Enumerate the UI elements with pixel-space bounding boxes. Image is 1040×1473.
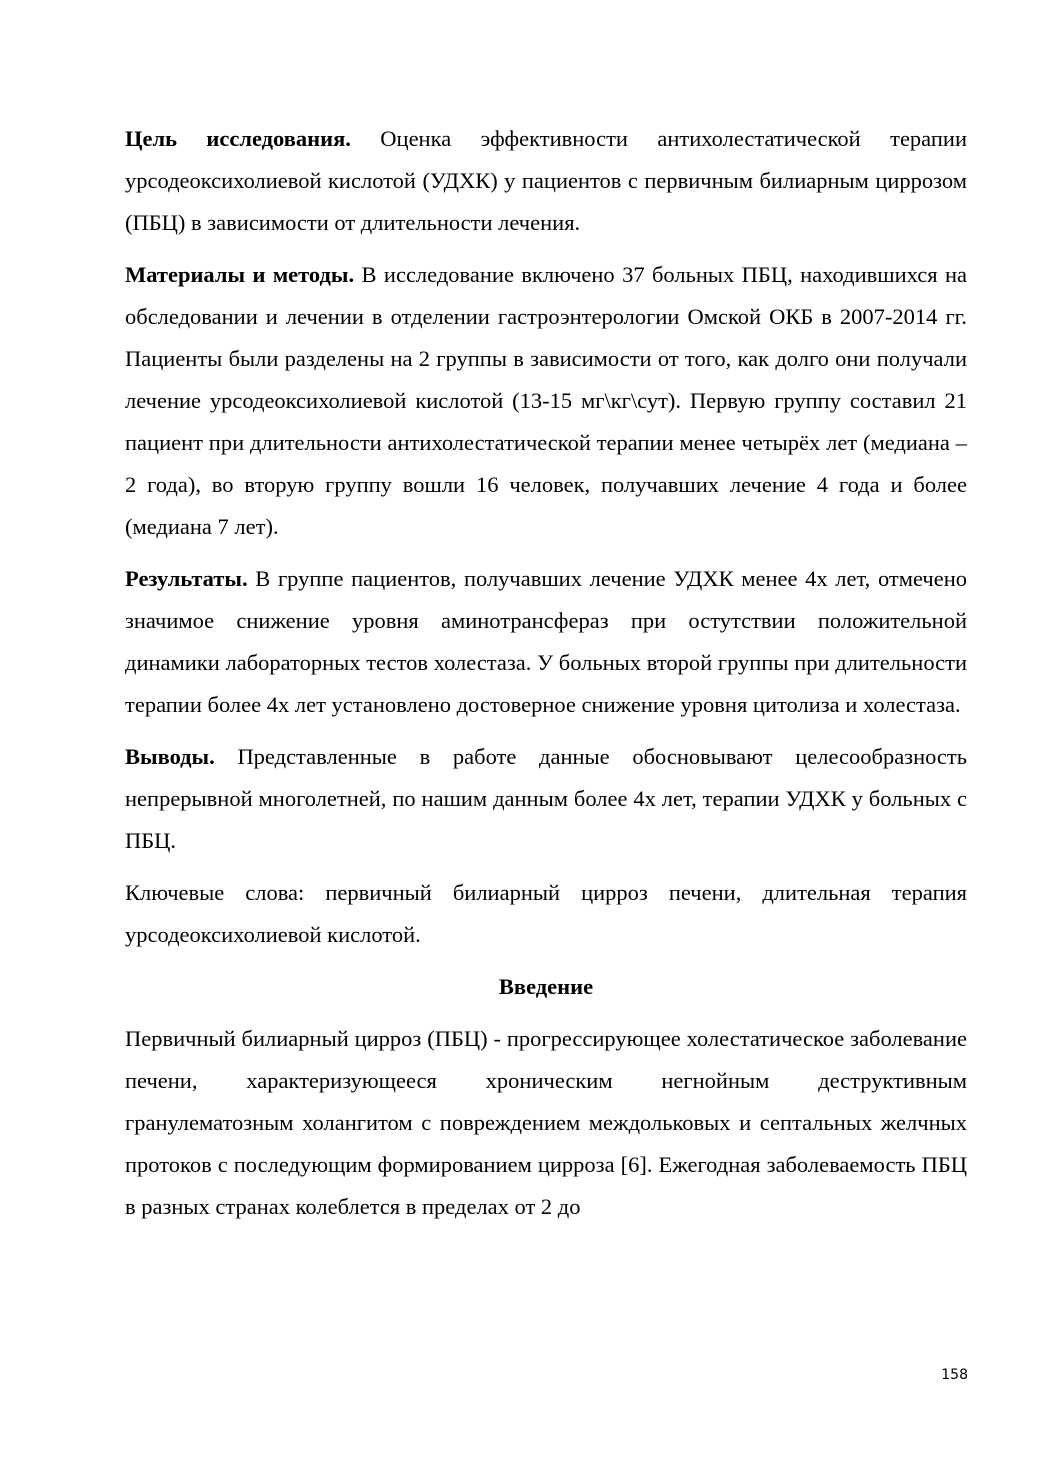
conclusions-text: Представленные в работе данные обосновывают целесообразность непрерывной многолетней, по нашим данным более 4х лет, терапии УДХК у больных с ПБЦ. (125, 744, 967, 853)
conclusions-paragraph (125, 736, 967, 862)
page-content (125, 118, 967, 1238)
aim-paragraph (125, 118, 967, 244)
introduction-heading: Введение (498, 974, 594, 999)
results-text: В группе пациентов, получавших лечение УДХК менее 4х лет, отмечено значимое снижение уровня аминотрансфераз при остутствии положительной динамики лабораторных тестов холестаза. У больных второй группы при длительности терапии более 4х лет установлено достоверное снижение уровня цитолиза и холестаза. (125, 566, 967, 717)
conclusions-label: Выводы. (125, 744, 215, 769)
keywords-text: Ключевые слова: первичный билиарный цирроз печени, длительная терапия урсодеоксихолиевой кислотой. (125, 880, 967, 947)
aim-text: Оценка эффективности антихолестатической терапии урсодеоксихолиевой кислотой (УДХК) у пациентов с первичным билиарным циррозом (ПБЦ) в зависимости от длительности лечения. (125, 126, 967, 235)
methods-paragraph (125, 254, 967, 548)
introduction-paragraph (125, 1018, 967, 1228)
aim-label: Цель исследования. (125, 126, 351, 151)
page-number: 158 (941, 1367, 968, 1383)
introduction-text: Первичный билиарный цирроз (ПБЦ) - прогрессирующее холестатическое заболевание печени, характеризующееся хроническим негнойным деструктивным гранулематозным холангитом с повреждением междольковых и септальных желчных протоков с последующим формированием цирроза [6]. Ежегодная заболеваемость ПБЦ в разных странах колеблется в пределах от 2 до (125, 1026, 967, 1219)
results-label: Результаты. (125, 566, 248, 591)
keywords-paragraph (125, 872, 967, 956)
methods-text: В исследование включено 37 больных ПБЦ, находившихся на обследовании и лечении в отделении гастроэнтерологии Омской ОКБ в 2007-2014 гг. Пациенты были разделены на 2 группы в зависимости от того, как долго они получали лечение урсодеоксихолиевой кислотой (13-15 мг\кг\сут). Первую группу составил 21 пациент при длительности антихолестатической терапии менее четырёх лет (медиана – 2 года), во вторую группу вошли 16 человек, получавших лечение 4 года и более (медиана 7 лет). (125, 262, 967, 539)
results-paragraph (125, 558, 967, 726)
methods-label: Материалы и методы. (125, 262, 355, 287)
